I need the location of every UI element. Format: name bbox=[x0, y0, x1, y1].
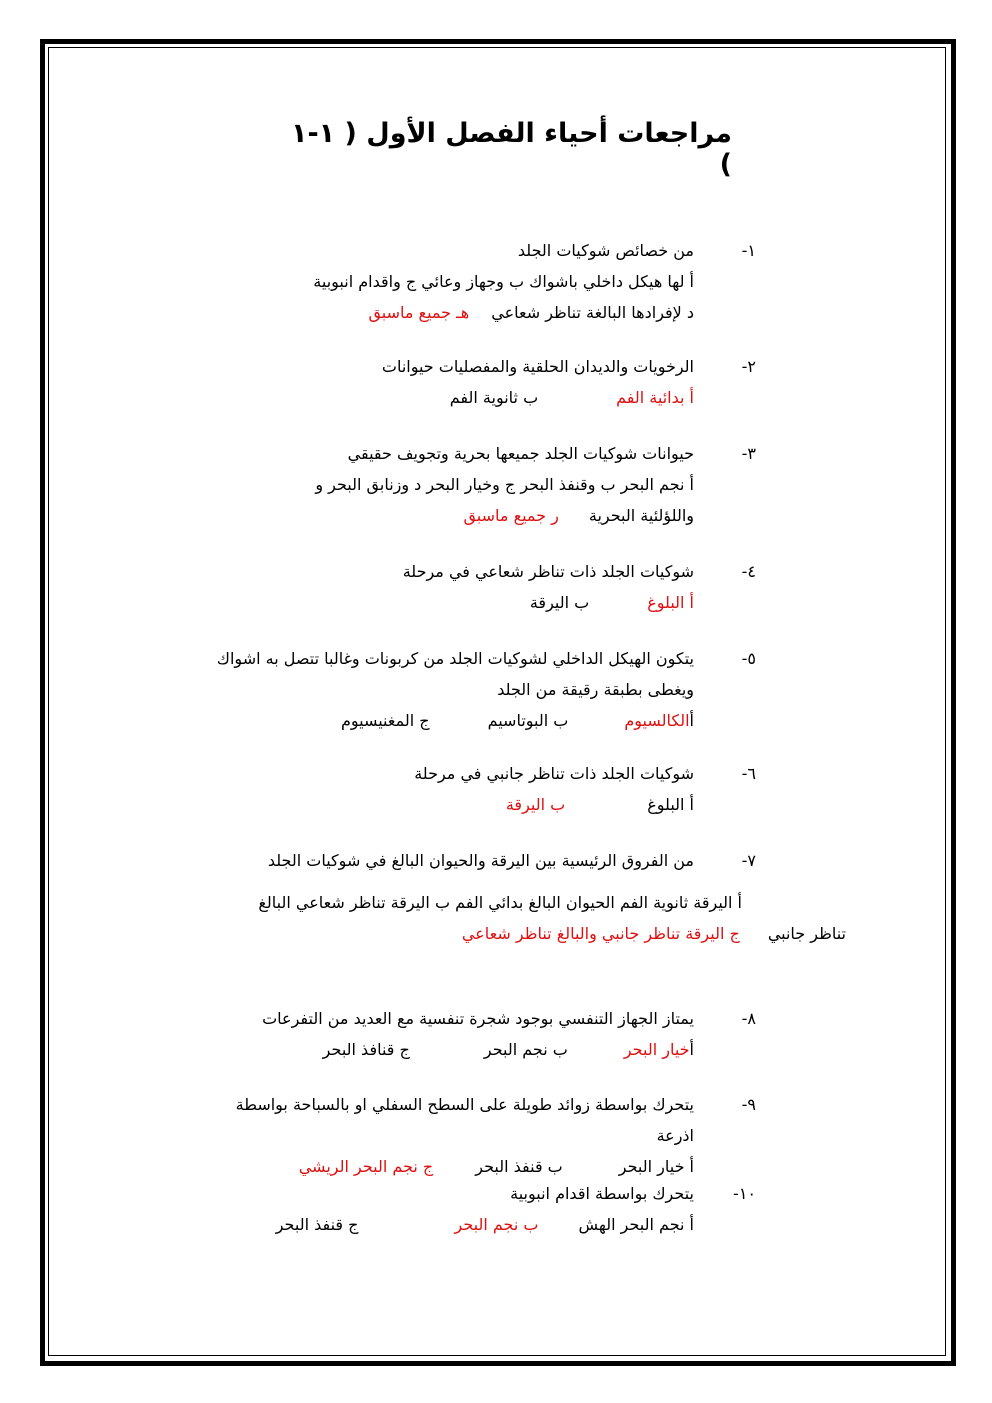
question-8-options bbox=[200, 1034, 694, 1065]
question-9 bbox=[170, 1089, 694, 1182]
question-1 bbox=[200, 235, 694, 328]
answer: الكالسيوم bbox=[624, 711, 690, 730]
question-number-4: ٤- bbox=[741, 562, 756, 581]
question-7-options-1: أ اليرقة ثانوية الفم الحيوان البالغ بدائي الفم ب اليرقة تناظر شعاعي البالغ bbox=[258, 893, 742, 912]
question-3-options: أ نجم البحر ب وقنفذ البحر ج وخيار البحر د وزنابق البحر و bbox=[315, 475, 694, 494]
question-7-options-2-line bbox=[380, 918, 846, 949]
question-7 bbox=[200, 845, 694, 876]
option-c: ج قنافذ البحر bbox=[322, 1040, 410, 1059]
question-6 bbox=[200, 758, 694, 820]
answer: ج نجم البحر الريشي bbox=[298, 1157, 434, 1176]
question-number-5: ٥- bbox=[741, 649, 756, 668]
answer: أ البلوغ bbox=[647, 593, 694, 612]
question-4 bbox=[200, 556, 694, 618]
question-3-options-2 bbox=[200, 500, 694, 531]
answer: ب اليرقة bbox=[505, 795, 566, 814]
question-7-options-2 bbox=[380, 918, 846, 949]
answer: ب نجم البحر bbox=[454, 1215, 539, 1234]
question-5-stem: يتكون الهيكل الداخلي لشوكيات الجلد من كربونات وغالبا تتصل به اشواك bbox=[216, 649, 694, 668]
question-4-stem: شوكيات الجلد ذات تناظر شعاعي في مرحلة bbox=[402, 562, 694, 581]
option-b: ب اليرقة bbox=[529, 593, 590, 612]
question-1-options-2 bbox=[200, 297, 694, 328]
option-d: د لإفرادها البالغة تناظر شعاعي bbox=[491, 303, 694, 322]
question-4-options bbox=[200, 587, 694, 618]
question-9-stem: يتحرك بواسطة زوائد طويلة على السطح السفلي او بالسباحة بواسطة bbox=[235, 1095, 694, 1114]
answer: ر جميع ماسبق bbox=[463, 506, 559, 525]
answer: خيار البحر bbox=[623, 1040, 690, 1059]
question-1-options: أ لها هيكل داخلي باشواك ب وجهاز وعائي ج واقدام انبوبية bbox=[313, 272, 694, 291]
question-number-6: ٦- bbox=[741, 764, 756, 783]
question-number-1: ١- bbox=[741, 241, 756, 260]
question-8-stem: يمتاز الجهاز التنفسي بوجود شجرة تنفسية مع العديد من التفرعات bbox=[262, 1009, 694, 1028]
answer: أ بدائية الفم bbox=[616, 388, 694, 407]
option-b: ب ثانوية الفم bbox=[449, 388, 539, 407]
option-a-letter: أ bbox=[689, 711, 694, 730]
question-5 bbox=[120, 643, 694, 736]
answer: ج اليرقة تناظر جانبي والبالغ تناظر شعاعي bbox=[461, 924, 740, 943]
option-c: ج قنفذ البحر bbox=[275, 1215, 359, 1234]
option-b: ب نجم البحر bbox=[483, 1040, 568, 1059]
option-c: ج المغنيسيوم bbox=[340, 711, 430, 730]
question-2-stem: الرخويات والديدان الحلقية والمفصليات حيوانات bbox=[381, 357, 694, 376]
option-a: أ نجم البحر الهش bbox=[578, 1215, 694, 1234]
question-10 bbox=[200, 1178, 694, 1240]
question-3-stem: حيوانات شوكيات الجلد جميعها بحرية وتجويف حقيقي bbox=[347, 444, 694, 463]
option-b: ب قنفذ البحر bbox=[475, 1157, 563, 1176]
question-number-10: ١٠- bbox=[733, 1184, 756, 1203]
question-9-stem-2: اذرعة bbox=[656, 1126, 694, 1145]
question-2-options bbox=[200, 382, 694, 413]
question-number-9: ٩- bbox=[741, 1095, 756, 1114]
option-a-letter: أ bbox=[689, 1040, 694, 1059]
option-a: أ البلوغ bbox=[647, 795, 694, 814]
question-1-stem: من خصائص شوكيات الجلد bbox=[517, 241, 694, 260]
question-6-options bbox=[200, 789, 694, 820]
question-10-stem: يتحرك بواسطة اقدام انبوبية bbox=[510, 1184, 694, 1203]
question-5-options bbox=[120, 705, 694, 736]
question-6-stem: شوكيات الجلد ذات تناظر جانبي في مرحلة bbox=[414, 764, 694, 783]
question-number-7: ٧- bbox=[741, 851, 756, 870]
answer: هـ جميع ماسبق bbox=[368, 303, 470, 322]
option-e: واللؤلئية البحرية bbox=[588, 506, 694, 525]
question-number-2: ٢- bbox=[741, 357, 756, 376]
question-10-options bbox=[200, 1209, 694, 1240]
question-5-stem-2: ويغطى بطبقة رقيقة من الجلد bbox=[497, 680, 694, 699]
option-b-cont: تناظر جانبي bbox=[767, 924, 846, 943]
question-8 bbox=[200, 1003, 694, 1065]
question-7-stem: من الفروق الرئيسية بين اليرقة والحيوان البالغ في شوكيات الجلد bbox=[267, 851, 694, 870]
question-7-options bbox=[150, 887, 742, 918]
question-number-8: ٨- bbox=[741, 1009, 756, 1028]
option-b: ب البوتاسيم bbox=[487, 711, 569, 730]
question-2 bbox=[200, 351, 694, 413]
question-number-3: ٣- bbox=[741, 444, 756, 463]
page-title: مراجعات أحياء الفصل الأول ( ١-١ ) bbox=[290, 118, 732, 180]
question-3 bbox=[200, 438, 694, 531]
option-a: أ خيار البحر bbox=[618, 1157, 694, 1176]
